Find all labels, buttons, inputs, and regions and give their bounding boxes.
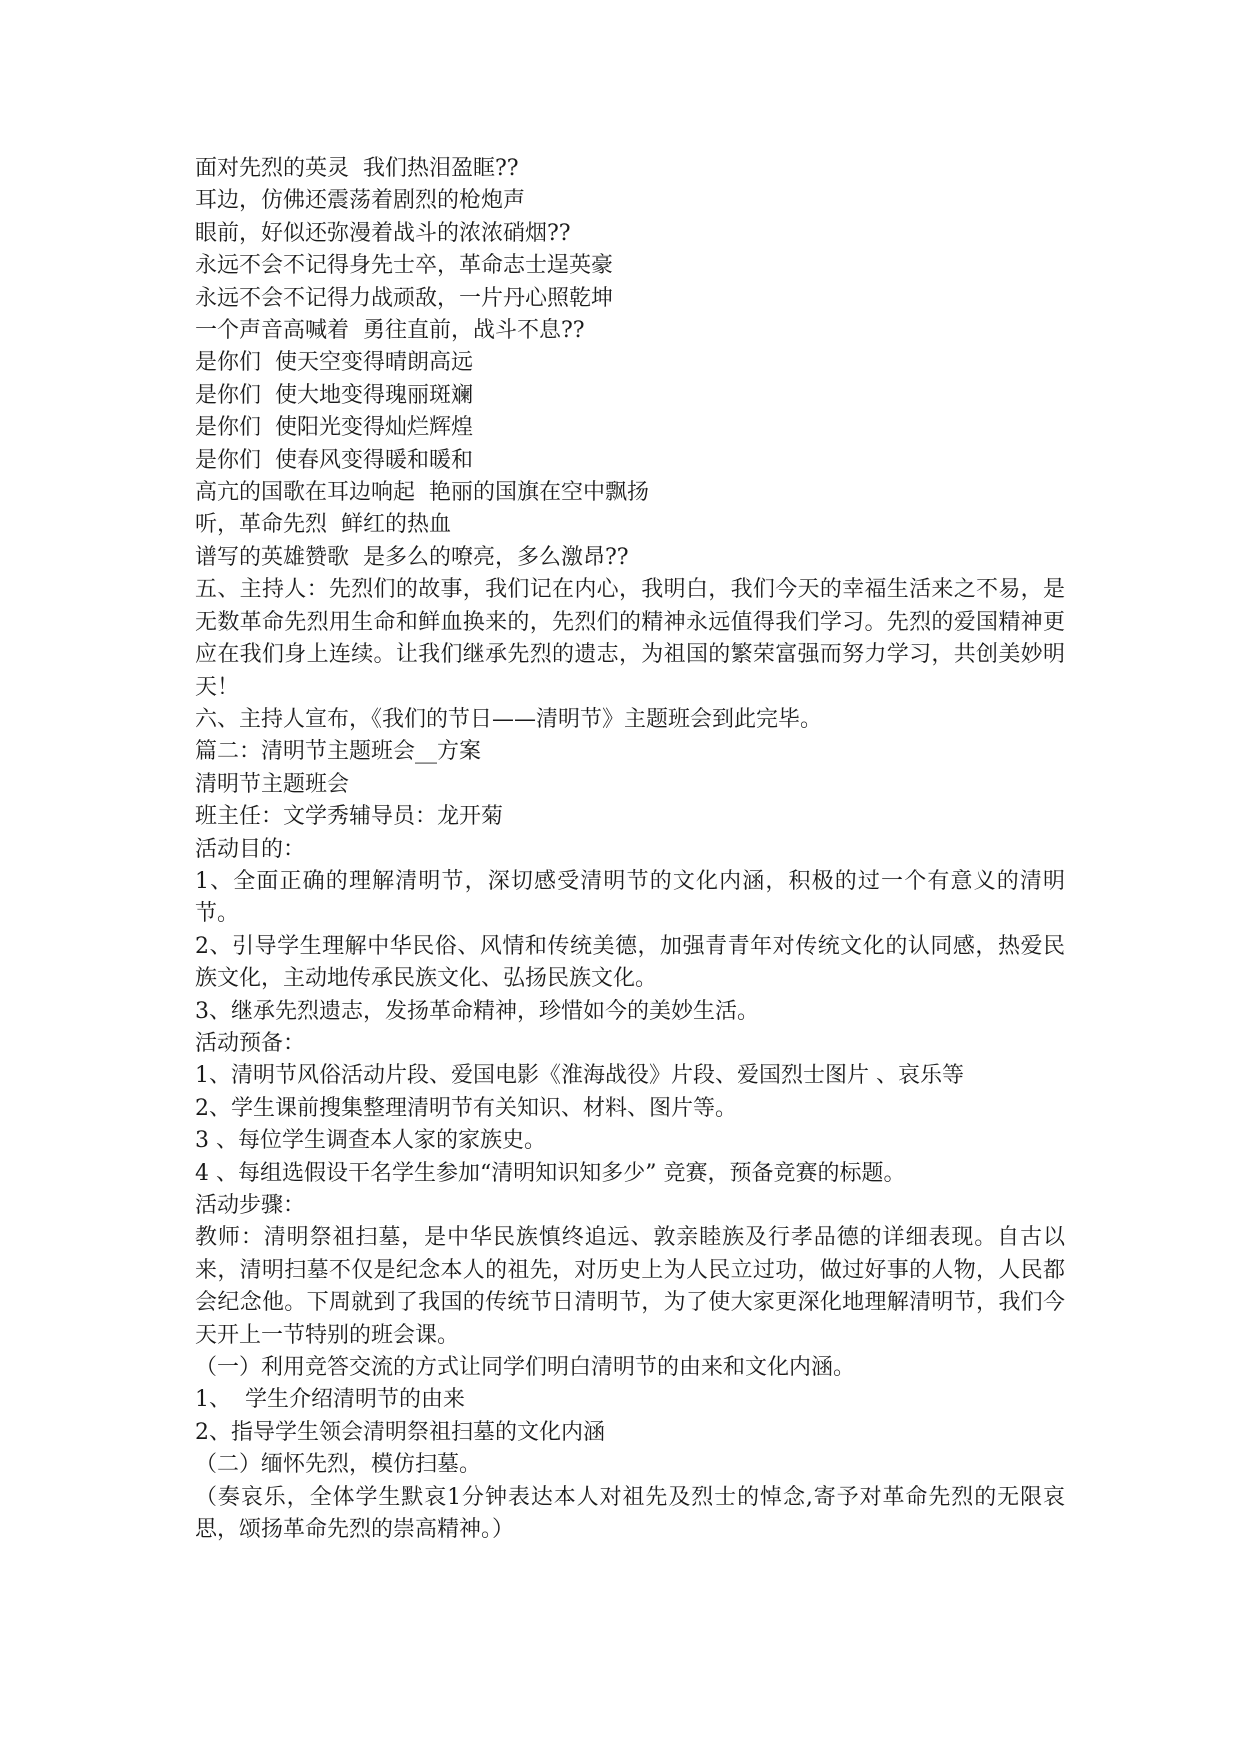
poem-line: 永远不会不记得身先士卒，革命志士逞英豪	[195, 253, 614, 279]
poem-line: 高亢的国歌在耳边响起 艳丽的国旗在空中飘扬	[195, 480, 649, 506]
steps-heading: 活动步骤：	[195, 1193, 306, 1218]
prep-item-4: 4 、每组选假设干名学生参加“清明知识知多少” 竞赛，预备竞赛的标题。	[195, 1160, 906, 1186]
section-title: 篇二：清明节主题班会__方案	[195, 739, 482, 765]
poem-line: 耳边，仿佛还震荡着剧烈的枪炮声	[195, 188, 526, 214]
step-one: （一）利用竞答交流的方式让同学们明白清明节的由来和文化内涵。	[195, 1355, 856, 1381]
goal-heading: 活动目的：	[195, 836, 306, 862]
step-one-item-2: 2、指导学生领会清明祭祖扫墓的文化内涵	[195, 1419, 605, 1445]
goal-item-3: 3、继承先烈遗志，发扬革命精神，珍惜如今的美妙生活。	[195, 998, 759, 1024]
goal-item-1: 1、全面正确的理解清明节，深切感受清明节的文化内涵，积极的过一个有意义的清明节。	[195, 868, 1065, 927]
poem-line: 是你们 使天空变得晴朗高远	[195, 350, 473, 376]
poem-block	[195, 153, 1065, 574]
host-paragraph: 五、主持人：先烈们的故事，我们记在内心，我明白，我们今天的幸福生活来之不易，是无数革命先烈用生命和鲜血换来的，先烈们的精神永远值得我们学习。先烈的爱国精神更应在我们身上连续。让我们继承先烈的遗志，为祖国的繁荣富强而努力学习，共创美妙明天！	[195, 577, 1065, 700]
prep-item-1: 1、清明节风俗活动片段、爱国电影《淮海战役》片段、爱国烈士图片 、哀乐等	[195, 1063, 964, 1089]
goal-item-2: 2、引导学生理解中华民俗、风情和传统美德，加强青青年对传统文化的认同感，热爱民族文化，主动地传承民族文化、弘扬民族文化。	[195, 933, 1065, 992]
poem-line: 面对先烈的英灵 我们热泪盈眶??	[195, 156, 519, 181]
poem-line: 是你们 使大地变得瑰丽斑斓	[195, 382, 473, 408]
prep-item-3: 3 、每位学生调查本人家的家族史。	[195, 1128, 546, 1154]
poem-line: 永远不会不记得力战顽敌，一片丹心照乾坤	[195, 285, 614, 311]
step-two-paragraph: （奏哀乐，全体学生默哀1分钟表达本人对祖先及烈士的悼念,寄予对革命先烈的无限哀思，颂扬革命先烈的崇高精神。）	[195, 1484, 1065, 1543]
step-two: （二）缅怀先烈，模仿扫墓。	[195, 1452, 482, 1478]
document-page	[195, 153, 1065, 1546]
poem-line: 是你们 使阳光变得灿烂辉煌	[195, 415, 473, 441]
step-one-item-1: 1、 学生介绍清明节的由来	[195, 1387, 465, 1413]
poem-line: 一个声音高喊着 勇往直前，战斗不息??	[195, 318, 585, 344]
prep-heading: 活动预备：	[195, 1030, 306, 1056]
teachers-line: 班主任：文学秀辅导员：龙开菊	[195, 804, 504, 830]
prep-item-2: 2、学生课前搜集整理清明节有关知识、材料、图片等。	[195, 1095, 737, 1121]
poem-line: 眼前，好似还弥漫着战斗的浓浓硝烟??	[195, 220, 571, 246]
poem-line: 是你们 使春风变得暖和暖和	[195, 447, 473, 473]
closing-line: 六、主持人宣布，《我们的节日——清明节》主题班会到此完毕。	[195, 706, 823, 732]
teacher-paragraph: 教师：清明祭祖扫墓，是中华民族慎终追远、敦亲睦族及行孝品德的详细表现。自古以来，清明扫墓不仅是纪念本人的祖先，对历史上为人民立过功，做过好事的人物，人民都会纪念他。下周就到了我国的传统节日清明节，为了使大家更深化地理解清明节，我们今天开上一节特别的班会课。	[195, 1225, 1065, 1348]
poem-line: 听，革命先烈 鲜红的热血	[195, 512, 451, 538]
meeting-title: 清明节主题班会	[195, 771, 350, 797]
poem-line: 谱写的英雄赞歌 是多么的嘹亮，多么激昂??	[195, 544, 629, 570]
